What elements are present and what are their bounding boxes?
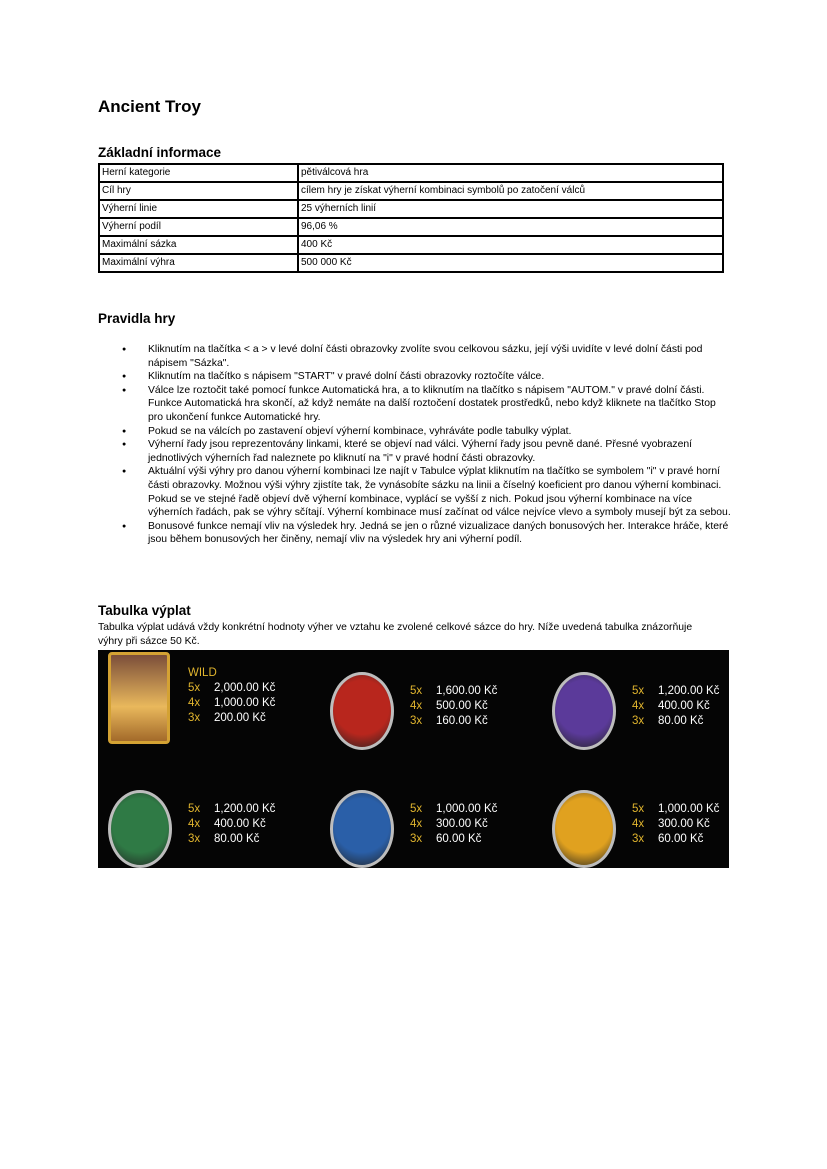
payout-line xyxy=(188,817,275,832)
info-label: Maximální výhra xyxy=(99,254,298,272)
payout-line xyxy=(632,817,719,832)
multiplier: 4x xyxy=(410,818,423,830)
payout-amount: 80.00 Kč xyxy=(658,715,704,727)
multiplier: 5x xyxy=(632,803,645,815)
symbol-payouts xyxy=(632,684,719,729)
paytable-symbol xyxy=(322,790,532,870)
payout-amount: 400.00 Kč xyxy=(658,700,710,712)
multiplier: 3x xyxy=(188,712,201,724)
payout-amount: 1,200.00 Kč xyxy=(658,685,720,697)
multiplier: 4x xyxy=(410,700,423,712)
helen-woman-icon xyxy=(108,790,172,868)
payout-amount: 1,000.00 Kč xyxy=(214,697,276,709)
multiplier: 5x xyxy=(188,682,201,694)
info-value: 400 Kč xyxy=(298,236,723,254)
payout-amount: 1,000.00 Kč xyxy=(658,803,720,815)
multiplier: 4x xyxy=(632,818,645,830)
rule-item: ● Bonusové funkce nemají vliv na výsledek hry. Jedná se jen o různé vizualizace daných bonusových her. Interakce hráče, které jsou během bonusových her činěny, nemají vliv na výsledek hry ani výherní podíl. xyxy=(148,520,733,547)
info-value: 25 výherních linií xyxy=(298,200,723,218)
payout-amount: 500.00 Kč xyxy=(436,700,488,712)
payout-amount: 200.00 Kč xyxy=(214,712,266,724)
payout-line xyxy=(188,832,275,847)
multiplier: 5x xyxy=(410,685,423,697)
payout-amount: 1,200.00 Kč xyxy=(214,803,276,815)
rule-item: ● Výherní řady jsou reprezentovány linkami, které se objeví nad válci. Výherní řady jsou pevně dané. Přesné vyobrazení jednotlivých výherních řad naleznete po kliknutí na "i" v pravé hodní části obrazovky. xyxy=(148,438,733,465)
multiplier: 5x xyxy=(410,803,423,815)
symbol-payouts xyxy=(410,684,497,729)
info-label: Výherní podíl xyxy=(99,218,298,236)
paytable-image xyxy=(98,650,729,868)
paytable-heading: Tabulka výplat xyxy=(98,603,191,618)
rule-item: ● Válce lze roztočit také pomocí funkce Automatická hra, a to kliknutím na tlačítko s nápisem "AUTOM." v pravé dolní části. Funkce Automatická hra skončí, až když nemáte na další roztočení dostatek prostředků, nebo když kliknete na tlačítko Stop pro ukončení funkce Automatické hry. xyxy=(148,384,733,425)
payout-amount: 1,000.00 Kč xyxy=(436,803,498,815)
payout-line xyxy=(188,802,275,817)
paytable-symbol xyxy=(544,672,754,752)
symbol-payouts xyxy=(410,802,497,847)
info-row xyxy=(99,182,723,200)
info-row xyxy=(99,218,723,236)
multiplier: 4x xyxy=(632,700,645,712)
payout-line xyxy=(410,684,497,699)
payout-amount: 300.00 Kč xyxy=(436,818,488,830)
payout-line xyxy=(188,681,275,696)
payout-amount: 60.00 Kč xyxy=(658,833,704,845)
payout-line xyxy=(188,696,275,711)
info-row xyxy=(99,200,723,218)
payout-amount: 400.00 Kč xyxy=(214,818,266,830)
payout-line xyxy=(410,817,497,832)
info-row xyxy=(99,164,723,182)
multiplier: 3x xyxy=(632,833,645,845)
spartan-helmet-icon xyxy=(330,790,394,868)
multiplier: 3x xyxy=(632,715,645,727)
rules-list xyxy=(148,343,733,547)
paytable-symbol xyxy=(322,672,532,752)
rule-item: ● Pokud se na válcích po zastavení objeví výherní kombinace, vyhráváte podle tabulky výplat. xyxy=(148,425,733,439)
trojan-horse-wild-icon xyxy=(108,652,170,744)
info-label: Maximální sázka xyxy=(99,236,298,254)
multiplier: 4x xyxy=(188,697,201,709)
info-label: Cíl hry xyxy=(99,182,298,200)
rule-item: ● Kliknutím na tlačítka < a > v levé dolní části obrazovky zvolíte svou celkovou sázku, její výši uvidíte v levé dolní části pod nápisem "Sázka". xyxy=(148,343,733,370)
info-value: cílem hry je získat výherní kombinaci symbolů po zatočení válců xyxy=(298,182,723,200)
payout-line xyxy=(188,711,275,726)
rules-heading: Pravidla hry xyxy=(98,311,176,326)
payout-line xyxy=(410,714,497,729)
info-value: 500 000 Kč xyxy=(298,254,723,272)
symbol-payouts xyxy=(188,666,275,726)
payout-line xyxy=(632,714,719,729)
multiplier: 4x xyxy=(188,818,201,830)
payout-line xyxy=(410,802,497,817)
info-heading: Základní informace xyxy=(98,145,222,160)
paytable-intro: Tabulka výplat udává vždy konkrétní hodnoty výher ve vztahu ke zvolené celkové sázce do hry. Níže uvedená tabulka znázorňuje výhry při sázce 50 Kč. xyxy=(98,622,693,647)
rule-item: ● Kliknutím na tlačítko s nápisem "START" v pravé dolní části obrazovky roztočíte válce. xyxy=(148,370,733,384)
multiplier: 3x xyxy=(410,833,423,845)
payout-amount: 60.00 Kč xyxy=(436,833,482,845)
wild-label: WILD xyxy=(188,667,217,679)
multiplier: 3x xyxy=(410,715,423,727)
info-label: Výherní linie xyxy=(99,200,298,218)
payout-line xyxy=(632,832,719,847)
paytable-symbol xyxy=(100,658,310,738)
payout-line xyxy=(632,802,719,817)
crossed-swords-icon xyxy=(552,790,616,868)
payout-line xyxy=(632,684,719,699)
info-value: pětiválcová hra xyxy=(298,164,723,182)
info-value: 96,06 % xyxy=(298,218,723,236)
payout-amount: 80.00 Kč xyxy=(214,833,260,845)
multiplier: 3x xyxy=(188,833,201,845)
warrior-red-cape-icon xyxy=(330,672,394,750)
symbol-payouts xyxy=(632,802,719,847)
info-row xyxy=(99,254,723,272)
payout-line xyxy=(632,699,719,714)
info-row xyxy=(99,236,723,254)
rule-item: ● Aktuální výši výhry pro danou výherní kombinaci lze najít v Tabulce výplat kliknutím na tlačítko se symbolem "i" v pravé horní části obrazovky. Možnou výši výhry zjistíte tak, že vynásobíte sázku na linii a číselný koeficient pro danou výherní kombinaci. Pokud se ve stejné řadě objeví dvě výherní kombinace, vyplácí se vyšší z nich. Pokud jsou výherní kombinace na více výherních řadách, pak se výhry sčítají. Výherní kombinace musí začínat od válce nejvíce vlevo a symboly musejí být za sebou. xyxy=(148,465,733,519)
payout-line xyxy=(410,832,497,847)
payout-amount: 2,000.00 Kč xyxy=(214,682,276,694)
multiplier: 5x xyxy=(188,803,201,815)
info-label: Herní kategorie xyxy=(99,164,298,182)
payout-amount: 160.00 Kč xyxy=(436,715,488,727)
bearded-king-icon xyxy=(552,672,616,750)
page-title: Ancient Troy xyxy=(98,97,201,116)
payout-line xyxy=(410,699,497,714)
paytable-symbol xyxy=(544,790,754,870)
paytable-symbol xyxy=(100,790,310,870)
payout-amount: 300.00 Kč xyxy=(658,818,710,830)
symbol-payouts xyxy=(188,802,275,847)
info-table xyxy=(98,163,724,273)
multiplier: 5x xyxy=(632,685,645,697)
payout-amount: 1,600.00 Kč xyxy=(436,685,498,697)
